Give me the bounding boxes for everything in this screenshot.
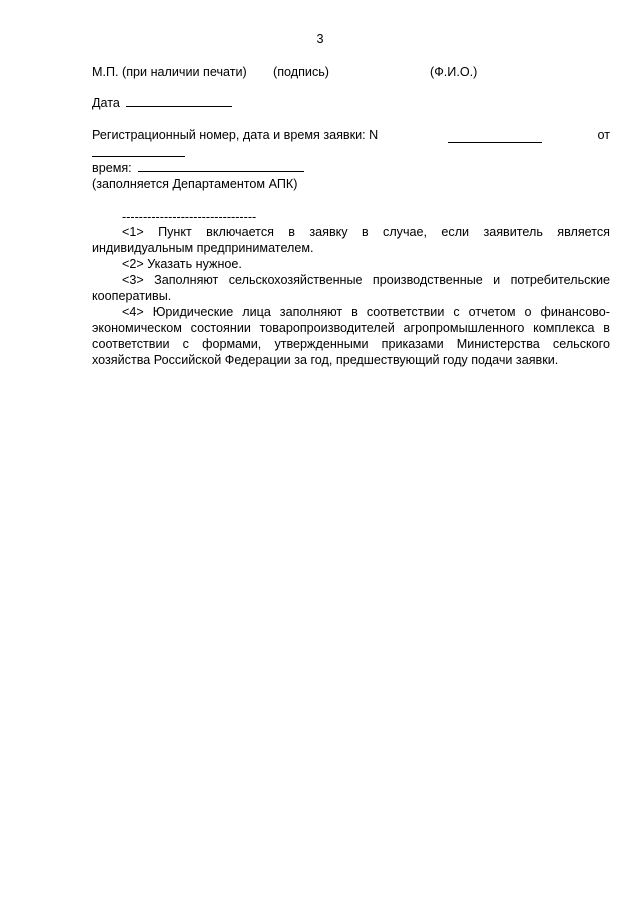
footnote-1: <1> Пункт включается в заявку в случае, если заявитель является индивидуальным предпринимателем. bbox=[92, 225, 610, 255]
registration-note: (заполняется Департаментом АПК) bbox=[92, 177, 298, 191]
date-row bbox=[92, 95, 232, 111]
date-blank bbox=[126, 106, 232, 107]
stamp-label: М.П. (при наличии печати) bbox=[92, 65, 247, 79]
footnote-3: <3> Заполняют сельскохозяйственные производственные и потребительские кооперативы. bbox=[92, 273, 610, 303]
fio-label: (Ф.И.О.) bbox=[430, 65, 478, 79]
registration-number-blank bbox=[448, 127, 542, 143]
registration-label: Регистрационный номер, дата и время заявки: N bbox=[92, 128, 379, 142]
date-label: Дата bbox=[92, 96, 120, 110]
footnote-2: <2> Указать нужное. bbox=[122, 257, 242, 271]
page-number: 3 bbox=[316, 32, 324, 46]
registration-from-label: от bbox=[597, 128, 610, 142]
registration-row bbox=[92, 127, 610, 143]
registration-date-blank bbox=[92, 146, 185, 157]
time-row bbox=[92, 160, 304, 176]
time-label: время: bbox=[92, 161, 132, 175]
time-blank bbox=[138, 171, 304, 172]
footnote-separator: -------------------------------- bbox=[122, 210, 257, 224]
signature-label: (подпись) bbox=[273, 65, 329, 79]
footnote-4: <4> Юридические лица заполняют в соответствии с отчетом о финансово-экономическом состоянии товаропроизводителей агропромышленного комплекса в соответствии с формами, утвержденными приказами Министерства сельского хозяйства Российской Федерации за год, предшествующий году подачи заявки. bbox=[92, 305, 610, 367]
